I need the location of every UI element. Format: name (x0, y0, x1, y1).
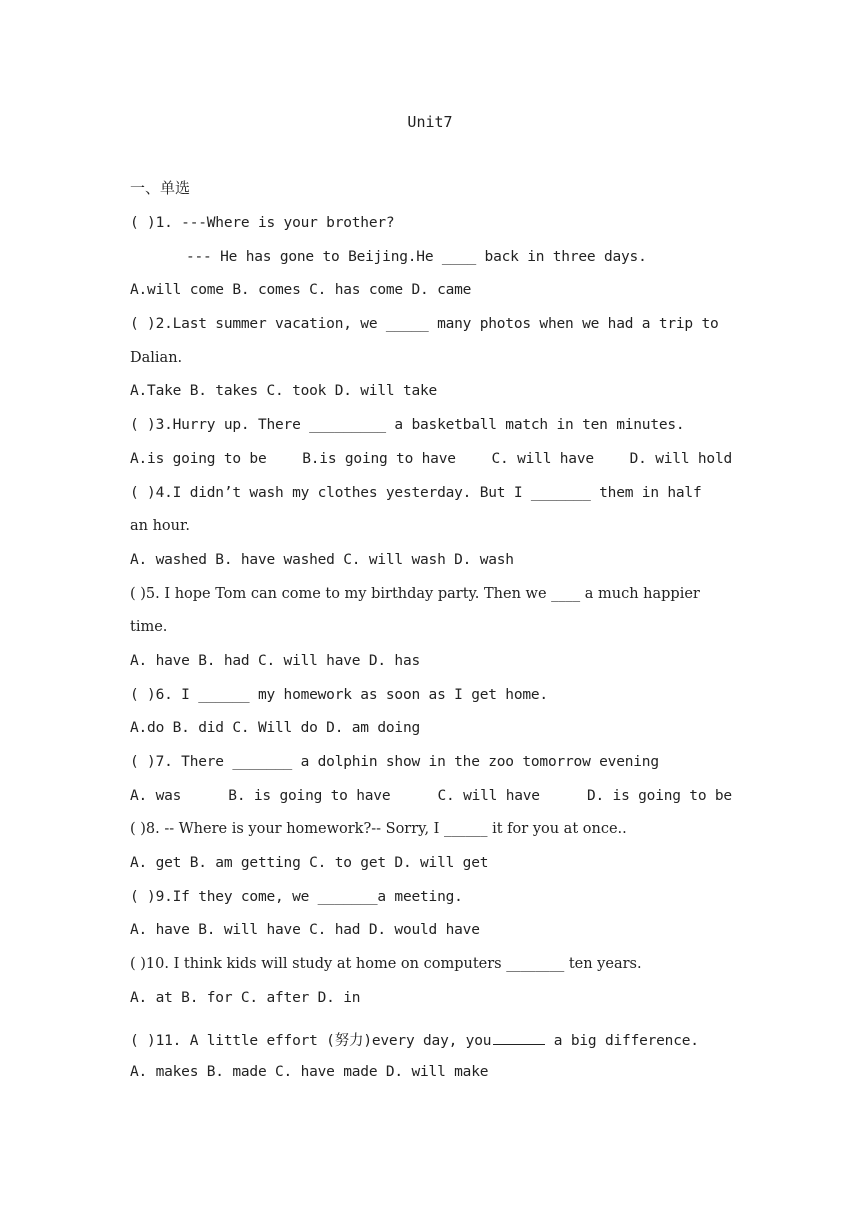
option-a: A.is going to be (130, 450, 267, 467)
question-8: ( )8. -- Where is your homework?-- Sorry, I ______ it for you at once.. (130, 821, 627, 838)
option-d: D. is going to be (586, 787, 732, 804)
question-5-continued: time. (130, 619, 168, 636)
question-11 (130, 1022, 732, 1062)
question-9-options: A. have B. will have C. had D. would have (130, 922, 480, 939)
question-5-options: A. have B. had C. will have D. has (130, 652, 421, 669)
question-6: ( )6. I ______ my homework as soon as I get home. (130, 686, 548, 703)
question-10: ( )10. I think kids will study at home on computers ________ ten years. (130, 956, 642, 973)
question-1-options: A.will come B. comes C. has come D. came (130, 282, 472, 299)
option-c: C. will have (491, 450, 594, 467)
question-5: ( )5. I hope Tom can come to my birthday party. Then we ____ a much happier (130, 585, 700, 602)
question-8-options: A. get B. am getting C. to get D. will get (130, 855, 489, 872)
question-6-options: A.do B. did C. Will do D. am doing (130, 720, 421, 737)
question-4-options: A. washed B. have washed C. will wash D. wash (130, 551, 514, 568)
question-7: ( )7. There _______ a dolphin show in the zoo tomorrow evening (130, 754, 659, 770)
option-a: A. was (130, 787, 182, 804)
document-title: Unit7 (407, 113, 453, 131)
question-1-answer-line: --- He has gone to Beijing.He ____ back in three days. (186, 248, 647, 265)
question-2: ( )2.Last summer vacation, we _____ many photos when we had a trip to (130, 316, 719, 333)
question-10-options: A. at B. for C. after D. in (130, 989, 361, 1006)
question-list (130, 213, 732, 1095)
question-1: ( )1. ---Where is your brother? (130, 215, 395, 231)
question-3-options (130, 449, 732, 483)
question-3: ( )3.Hurry up. There _________ a basketball match in ten minutes. (130, 417, 685, 434)
question-4-continued: an hour. (130, 518, 190, 535)
option-c: C. will have (437, 787, 540, 804)
question-2-continued: Dalian. (130, 349, 183, 366)
option-d: D. will hold (629, 450, 732, 467)
section-heading: 一、单选 (130, 179, 191, 197)
question-11-text: ( )11. A little effort (努力)every day, you (130, 1032, 492, 1049)
option-b: B. is going to have (228, 787, 391, 804)
question-4: ( )4.I didn’t wash my clothes yesterday. But I _______ them in half (130, 484, 702, 501)
answer-blank (493, 1030, 545, 1045)
question-11-options: A. makes B. made C. have made D. will make (130, 1063, 489, 1080)
question-11-text-end: a big difference. (545, 1032, 699, 1049)
question-7-options (130, 786, 732, 820)
question-9: ( )9.If they come, we _______a meeting. (130, 888, 463, 905)
question-2-options: A.Take B. takes C. took D. will take (130, 383, 438, 400)
option-b: B.is going to have (302, 450, 456, 467)
